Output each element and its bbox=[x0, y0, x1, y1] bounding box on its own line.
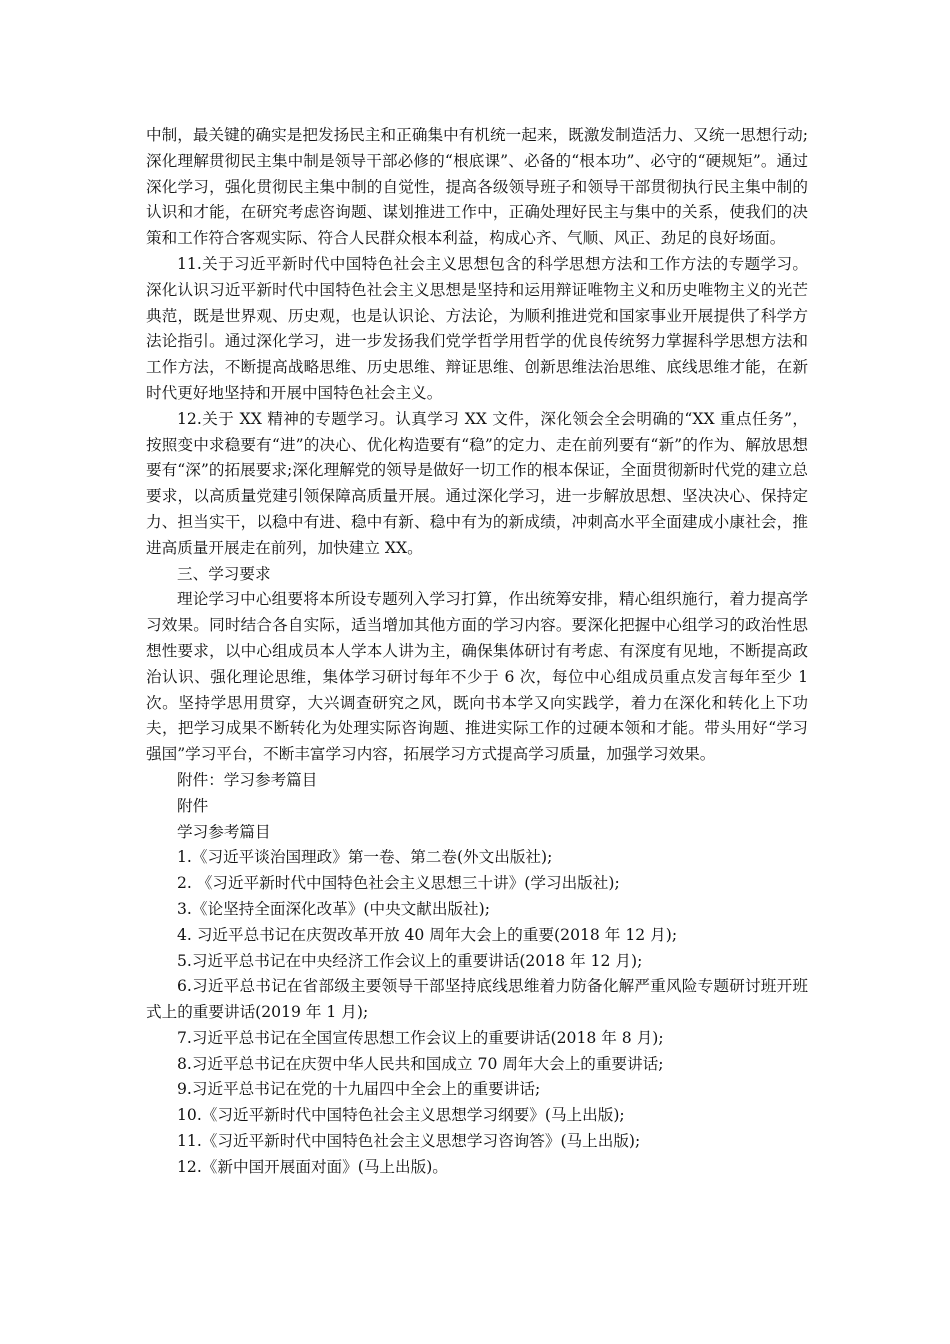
attachment-label: 附件 bbox=[177, 796, 209, 815]
reading-list-item: 8.习近平总书记在庆贺中华人民共和国成立 70 周年大会上的重要讲话; bbox=[177, 1054, 664, 1073]
reading-list-item: 10.《习近平新时代中国特色社会主义思想学习纲要》(马上出版); bbox=[177, 1106, 625, 1125]
paragraph-democratic-centralism: 中制，最关键的确实是把发扬民主和正确集中有机统一起来，既激发制造活力、又统一思想行动;深化理解贯彻民主集中制是领导干部必修的“根底课”、必备的“根本功”、必守的“硬规矩”。通过深化学习，强化贯彻民主集中制的自觉性，提高各级领导班子和领导干部贯彻执行民主集中制的认识和才能，在研究考虑咨询题、谋划推进工作中，正确处理好民主与集中的关系，使我们的决策和工作符合客观实际、符合人民群众根本利益，构成心齐、气顺、风正、劲足的良好场面。 bbox=[146, 126, 808, 248]
reading-list-item: 3.《论坚持全面深化改革》(中央文献出版社); bbox=[177, 899, 490, 918]
reading-list-item: 6.习近平总书记在省部级主要领导干部坚持底线思维着力防备化解严重风险专题研讨班开班式上的重要讲话(2019 年 1 月); bbox=[146, 977, 808, 1022]
paragraph-requirements: 理论学习中心组要将本所设专题列入学习打算，作出统筹安排，精心组织施行，着力提高学习效果。同时结合各自实际，适当增加其他方面的学习内容。要深化把握中心组学习的政治性思想性要求，以中心组成员本人学本人讲为主，确保集体研讨有考虑、有深度有见地，不断提高政治认识、强化理论思维，集体学习研讨每年不少于 6 次，每位中心组成员重点发言每年至少 1 次。坚持学思用贯穿，大兴调查研究之风，既向书本学又向实践学，着力在深化和转化上下功夫，把学习成果不断转化为处理实际咨询题、推进实际工作的过硬本领和才能。带头用好“学习强国”学习平台，不断丰富学习内容，拓展学习方式提高学习质量，加强学习效果。 bbox=[146, 590, 808, 764]
reading-list-item: 5.习近平总书记在中央经济工作会议上的重要讲话(2018 年 12 月); bbox=[177, 951, 643, 970]
reading-list-item: 1.《习近平谈治国理政》第一卷、第二卷(外文出版社); bbox=[177, 848, 553, 867]
section-heading-requirements: 三、学习要求 bbox=[177, 564, 271, 583]
attachment-reference: 附件：学习参考篇目 bbox=[177, 770, 318, 789]
reading-list-item: 4. 习近平总书记在庆贺改革开放 40 周年大会上的重要(2018 年 12 月); bbox=[177, 925, 678, 944]
reading-list-item: 7.习近平总书记在全国宣传思想工作会议上的重要讲话(2018 年 8 月); bbox=[177, 1028, 664, 1047]
document-page bbox=[146, 123, 808, 1181]
paragraph-item-12: 12.关于 XX 精神的专题学习。认真学习 XX 文件，深化领会全会明确的“XX 重点任务”，按照变中求稳要有“进”的决心、优化构造要有“稳”的定力、走在前列要有“新”的作为、解放思想要有“深”的拓展要求;深化理解党的领导是做好一切工作的根本保证，全面贯彻新时代党的建立总要求，以高质量党建引领保障高质量开展。通过深化学习，进一步解放思想、坚决决心、保持定力、担当实干，以稳中有进、稳中有新、稳中有为的新成绩，冲刺高水平全面建成小康社会，推进高质量开展走在前列，加快建立 XX。 bbox=[146, 409, 808, 557]
reading-list-item: 12.《新中国开展面对面》(马上出版)。 bbox=[177, 1157, 448, 1176]
reading-list-item: 11.《习近平新时代中国特色社会主义思想学习咨询答》(马上出版); bbox=[177, 1132, 641, 1151]
paragraph-item-11: 11.关于习近平新时代中国特色社会主义思想包含的科学思想方法和工作方法的专题学习。深化认识习近平新时代中国特色社会主义思想是坚持和运用辩证唯物主义和历史唯物主义的光芒典范，既是世界观、历史观，也是认识论、方法论，为顺利推进党和国家事业开展提供了科学方法论指引。通过深化学习，进一步发扬我们党学哲学用哲学的优良传统努力掌握科学思想方法和工作方法，不断提高战略思维、历史思维、辩证思维、创新思维法治思维、底线思维才能，在新时代更好地坚持和开展中国特色社会主义。 bbox=[146, 254, 808, 402]
reading-list-item: 9.习近平总书记在党的十九届四中全会上的重要讲话; bbox=[177, 1080, 541, 1099]
reading-list-item: 2. 《习近平新时代中国特色社会主义思想三十讲》(学习出版社); bbox=[177, 874, 620, 893]
reading-list-title: 学习参考篇目 bbox=[177, 822, 271, 841]
